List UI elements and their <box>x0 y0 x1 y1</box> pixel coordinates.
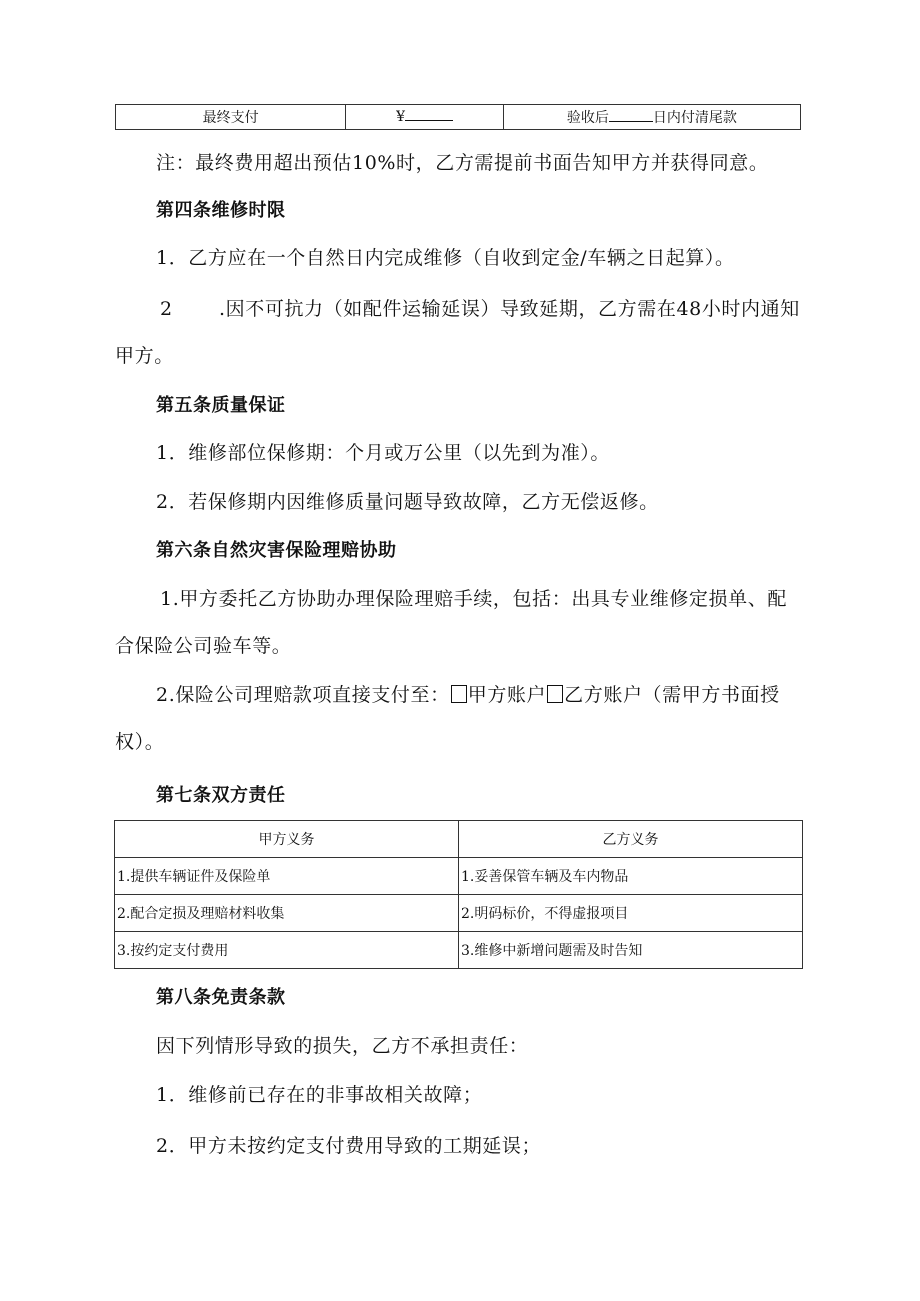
duties-table <box>114 820 803 969</box>
article4-item2-line1: .因不可抗力（如配件运输延误）导致延期，乙方需在48小时内通知 <box>219 298 800 320</box>
option-party-a-account: 甲方账户 <box>467 684 547 706</box>
payment-term-suffix: 日内付清尾款 <box>652 110 737 126</box>
article6-title: 第六条自然灾害保险理赔协助 <box>156 540 397 561</box>
checkbox-party-a[interactable] <box>451 685 467 703</box>
header-party-b-duties: 乙方义务 <box>459 821 803 858</box>
days-blank <box>609 121 653 122</box>
payment-term-prefix: 验收后 <box>566 110 609 126</box>
party-b-duty-2: 2.明码标价，不得虚报项目 <box>459 895 803 932</box>
table-row <box>115 932 803 969</box>
article4-title: 第四条维修时限 <box>156 200 286 221</box>
article7-title: 第七条双方责任 <box>156 785 286 806</box>
article6-item2-line2: 权）。 <box>115 731 165 753</box>
table-header-row <box>115 821 803 858</box>
payment-amount <box>346 105 504 130</box>
article5-item2: 2．若保修期内因维修质量问题导致故障，乙方无偿返修。 <box>156 491 659 513</box>
payment-label: 最终支付 <box>116 105 346 130</box>
article4-item2-number: 2 <box>160 298 173 320</box>
cost-note: 注：最终费用超出预估10%时，乙方需提前书面告知甲方并获得同意。 <box>156 152 769 174</box>
currency-symbol: ¥ <box>396 109 406 125</box>
party-b-duty-3: 3.维修中新增问题需及时告知 <box>459 932 803 969</box>
party-b-duty-1: 1.妥善保管车辆及车内物品 <box>459 858 803 895</box>
checkbox-party-b[interactable] <box>547 685 563 703</box>
article5-item1: 1．维修部位保修期：个月或万公里（以先到为准）。 <box>156 442 610 464</box>
article8-item1: 1．维修前已存在的非事故相关故障； <box>156 1084 483 1106</box>
payment-table <box>115 104 801 130</box>
table-row <box>115 858 803 895</box>
article8-item2: 2．甲方未按约定支付费用导致的工期延误； <box>156 1135 542 1157</box>
payment-term <box>503 105 800 130</box>
article4-item1: 1．乙方应在一个自然日内完成维修（自收到定金/车辆之日起算）。 <box>156 247 735 269</box>
party-a-duty-2: 2.配合定损及理赔材料收集 <box>115 895 459 932</box>
table-row <box>116 105 801 130</box>
article6-item1-line2: 合保险公司验车等。 <box>115 635 292 657</box>
party-a-duty-1: 1.提供车辆证件及保险单 <box>115 858 459 895</box>
article5-title: 第五条质量保证 <box>156 395 286 416</box>
article6-item2-line1 <box>156 683 780 707</box>
party-a-duty-3: 3.按约定支付费用 <box>115 932 459 969</box>
article4-item2-line2: 甲方。 <box>115 345 174 367</box>
article8-intro: 因下列情形导致的损失，乙方不承担责任： <box>156 1035 529 1057</box>
article6-item1-line1: 1.甲方委托乙方协助办理保险理赔手续，包括：出具专业维修定损单、配 <box>160 588 787 610</box>
article6-item2-prefix: 2.保险公司理赔款项直接支付至： <box>156 684 450 706</box>
option-party-b-account: 乙方账户（需甲方书面授 <box>564 684 780 706</box>
article8-title: 第八条免责条款 <box>156 987 286 1008</box>
table-row <box>115 895 803 932</box>
header-party-a-duties: 甲方义务 <box>115 821 459 858</box>
amount-blank <box>405 120 453 121</box>
